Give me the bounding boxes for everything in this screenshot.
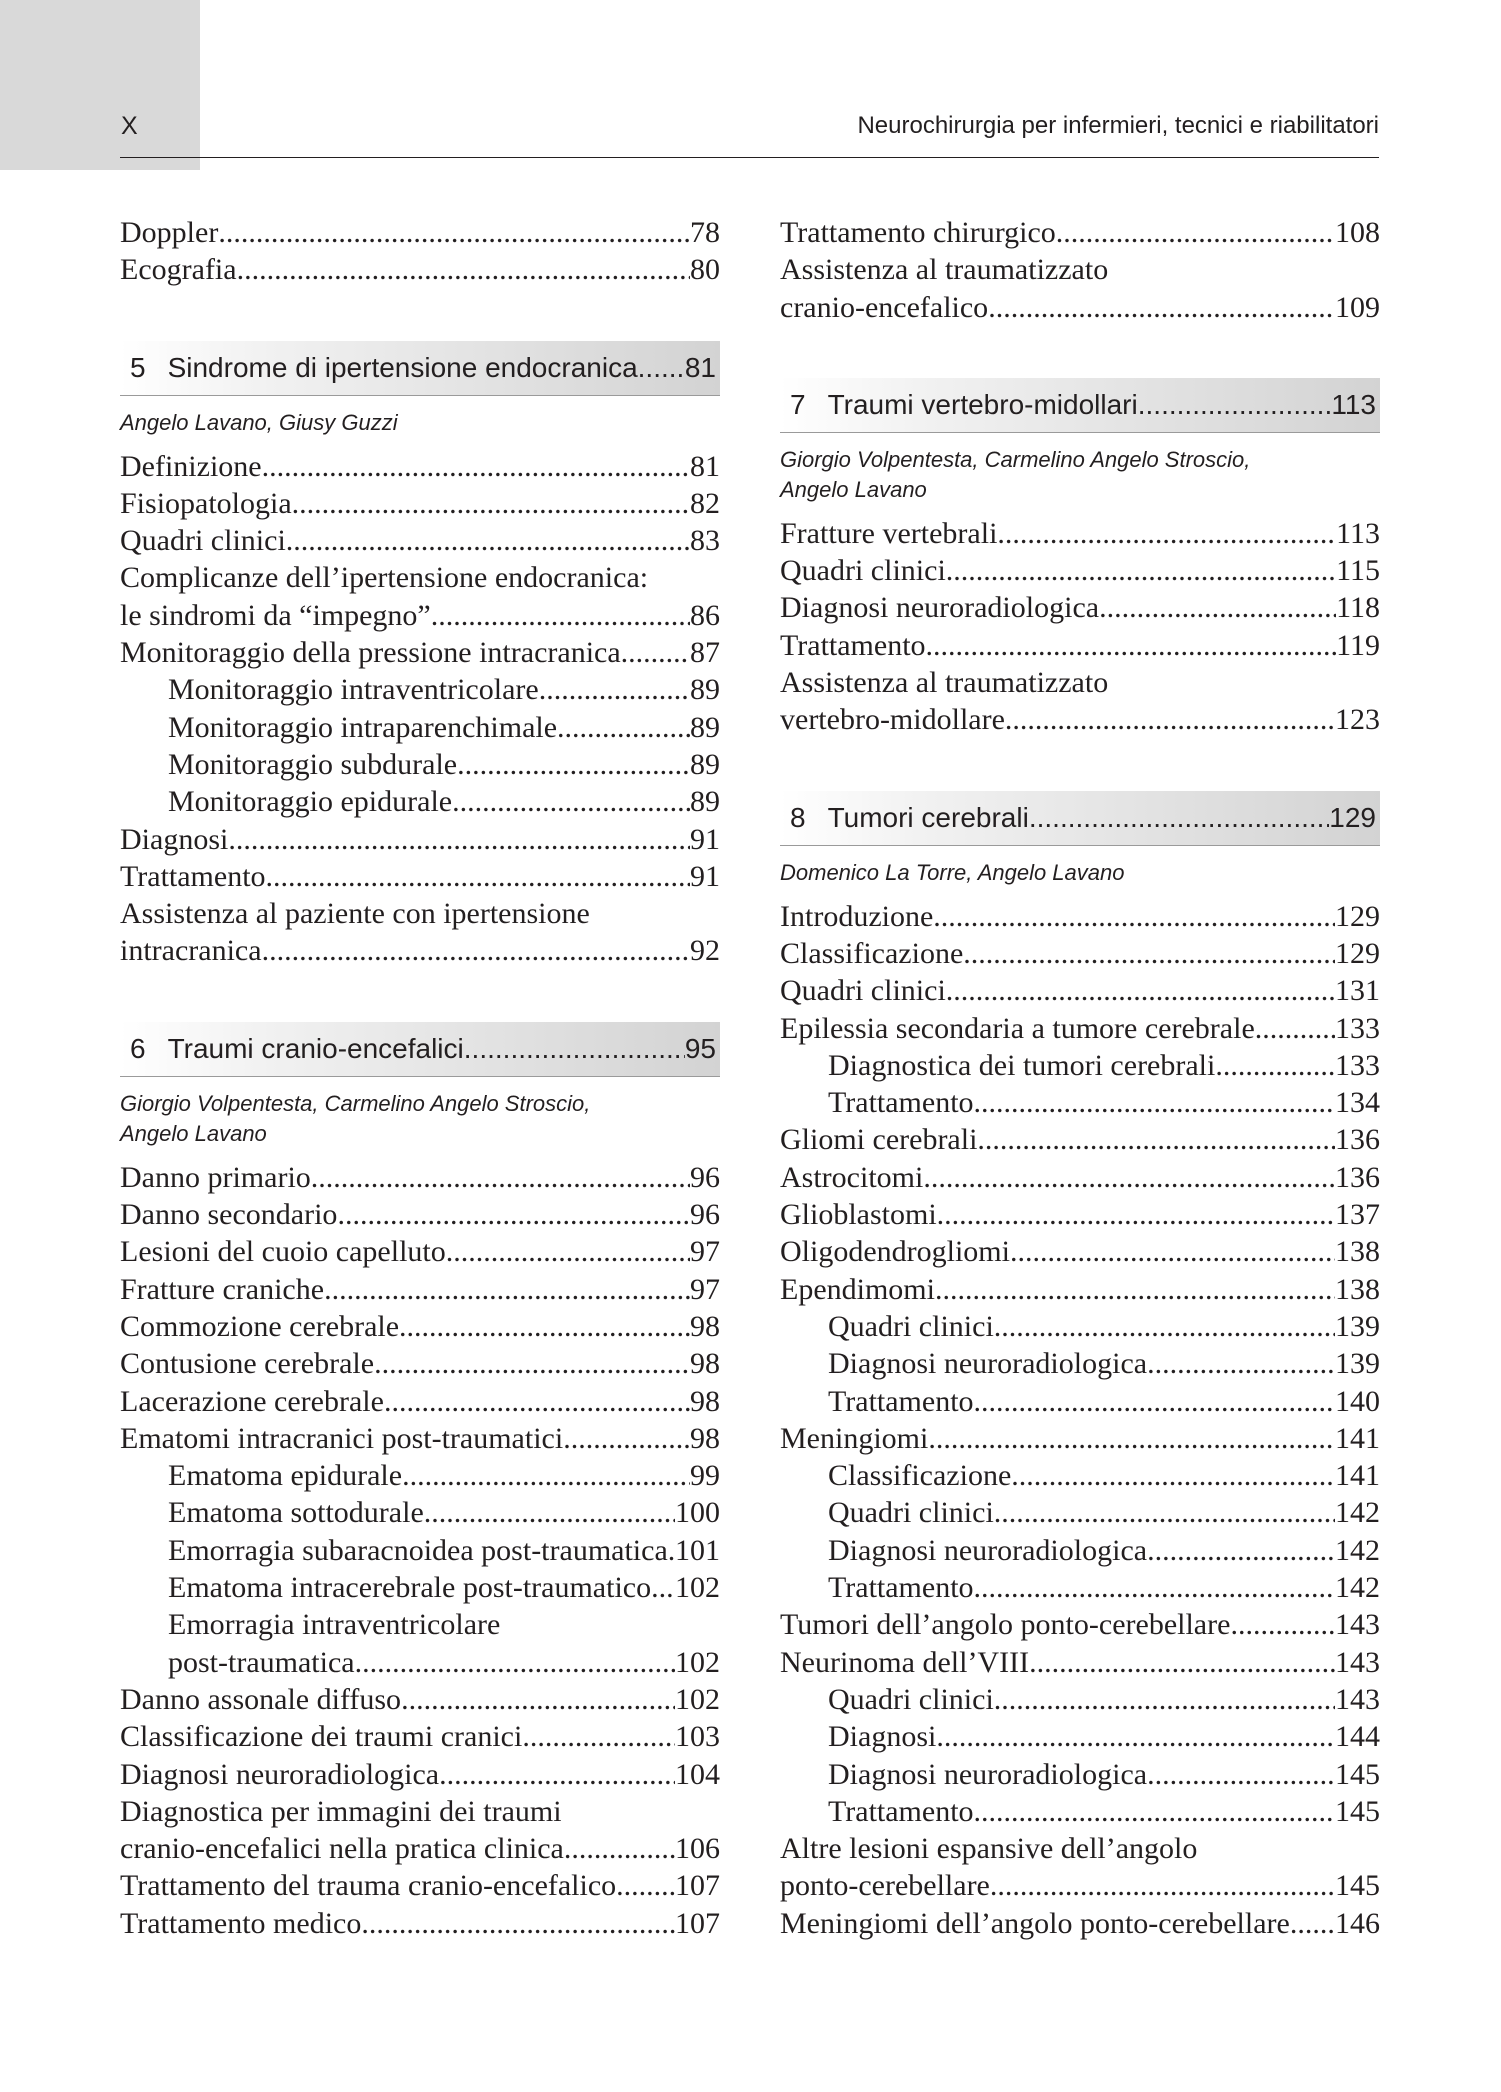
toc-left-column — [120, 214, 720, 1942]
toc-subentry[interactable]: Classificazione ..... 141 — [780, 1457, 1380, 1494]
header-rule — [120, 157, 1379, 158]
toc-entry[interactable]: Neurinoma dell’VIII ..... 143 — [780, 1644, 1380, 1681]
toc-entry[interactable]: Definizione ..... 81 — [120, 448, 720, 485]
toc-subentry[interactable]: Quadri clinici ..... 142 — [780, 1494, 1380, 1531]
toc-subentry[interactable]: Emorragia subaracnoidea post-traumatica ..... 101 — [120, 1532, 720, 1569]
toc-entry[interactable]: Monitoraggio della pressione intracranica ..... 87 — [120, 634, 720, 671]
toc-entry[interactable]: Danno secondario ..... 96 — [120, 1196, 720, 1233]
toc-entry-line[interactable]: Assistenza al paziente con ipertensione — [120, 897, 590, 931]
chapter-heading[interactable]: 8 Tumori cerebrali ..... 129 — [780, 791, 1380, 846]
chapter-authors-line: Angelo Lavano — [120, 1120, 267, 1146]
toc-entry[interactable]: Trattamento del trauma cranio-encefalico ..... 107 — [120, 1867, 720, 1904]
chapter-authors-line: Giorgio Volpentesta, Carmelino Angelo Stroscio, — [120, 1090, 591, 1116]
toc-entry[interactable]: le sindromi da “impegno” ..... 86 — [120, 597, 720, 634]
toc-entry[interactable]: Danno assonale diffuso ..... 102 — [120, 1681, 720, 1718]
toc-entry[interactable]: Diagnosi neuroradiologica ..... 118 — [780, 589, 1380, 626]
toc-entry[interactable]: Oligodendrogliomi ..... 138 — [780, 1233, 1380, 1270]
toc-entry[interactable]: Introduzione ..... 129 — [780, 898, 1380, 935]
toc-subentry[interactable]: Trattamento ..... 140 — [780, 1383, 1380, 1420]
toc-right-column — [780, 214, 1380, 1942]
chapter-authors — [120, 1089, 720, 1149]
toc-entry[interactable]: Quadri clinici ..... 83 — [120, 522, 720, 559]
toc-entry[interactable]: cranio-encefalico ..... 109 — [780, 289, 1380, 326]
toc-entry-line[interactable]: Altre lesioni espansive dell’angolo — [780, 1832, 1198, 1866]
toc-subentry[interactable]: post-traumatica ..... 102 — [120, 1644, 720, 1681]
toc-entry[interactable]: Meningiomi ..... 141 — [780, 1420, 1380, 1457]
toc-subentry[interactable]: Ematoma intracerebrale post-traumatico ..... 102 — [120, 1569, 720, 1606]
running-header-title: Neurochirurgia per infermieri, tecnici e riabilitatori — [857, 112, 1379, 139]
chapter-authors: Angelo Lavano, Giusy Guzzi — [120, 409, 398, 435]
toc-entry-line[interactable]: Assistenza al traumatizzato — [780, 666, 1109, 700]
toc-entry[interactable]: Diagnosi ..... 91 — [120, 821, 720, 858]
toc-entry[interactable]: Trattamento ..... 91 — [120, 858, 720, 895]
toc-entry-line[interactable]: Complicanze dell’ipertensione endocranica: — [120, 561, 649, 595]
toc-entry-line[interactable]: Diagnostica per immagini dei traumi — [120, 1794, 562, 1828]
toc-entry[interactable]: intracranica ..... 92 — [120, 932, 720, 969]
chapter-8 — [780, 791, 1380, 1942]
toc-entry[interactable]: Classificazione dei traumi cranici ..... 103 — [120, 1718, 720, 1755]
toc-entry[interactable]: Classificazione ..... 129 — [780, 935, 1380, 972]
toc-entry[interactable]: Gliomi cerebrali ..... 136 — [780, 1121, 1380, 1158]
toc-entry[interactable]: Lesioni del cuoio capelluto ..... 97 — [120, 1233, 720, 1270]
toc-entry[interactable]: Glioblastomi ..... 137 — [780, 1196, 1380, 1233]
toc-entry[interactable]: cranio-encefalici nella pratica clinica ..... 106 — [120, 1830, 720, 1867]
toc-entry[interactable]: Astrocitomi ..... 136 — [780, 1159, 1380, 1196]
chapter-authors: Domenico La Torre, Angelo Lavano — [780, 859, 1125, 885]
toc-entry[interactable]: Diagnosi neuroradiologica ..... 104 — [120, 1756, 720, 1793]
toc-subentry[interactable]: Monitoraggio subdurale ..... 89 — [120, 746, 720, 783]
toc-entry[interactable]: Trattamento ..... 119 — [780, 627, 1380, 664]
chapter-7 — [780, 378, 1380, 739]
toc-subentry[interactable]: Monitoraggio epidurale ..... 89 — [120, 783, 720, 820]
chapter-5 — [120, 341, 720, 970]
toc-entry[interactable]: Quadri clinici ..... 131 — [780, 972, 1380, 1009]
toc-entry[interactable]: Epilessia secondaria a tumore cerebrale ..... 133 — [780, 1010, 1380, 1047]
toc-entry[interactable]: Doppler ..... 78 — [120, 214, 720, 251]
chapter-heading[interactable]: 7 Traumi vertebro-midollari ..... 113 — [780, 378, 1380, 433]
toc-entry-line[interactable]: Assistenza al traumatizzato — [780, 253, 1109, 287]
toc-subentry[interactable]: Monitoraggio intraparenchimale ..... 89 — [120, 709, 720, 746]
toc-subentry[interactable]: Diagnostica dei tumori cerebrali ..... 133 — [780, 1047, 1380, 1084]
page-number: X — [121, 112, 138, 140]
chapter-authors-line: Giorgio Volpentesta, Carmelino Angelo Stroscio, — [780, 446, 1251, 472]
toc-entry[interactable]: Ependimomi ..... 138 — [780, 1271, 1380, 1308]
toc-subentry[interactable]: Quadri clinici ..... 139 — [780, 1308, 1380, 1345]
toc-entry[interactable]: Fratture craniche ..... 97 — [120, 1271, 720, 1308]
toc-entry[interactable]: Tumori dell’angolo ponto-cerebellare ..... 143 — [780, 1606, 1380, 1643]
toc-entry[interactable]: Ecografia ..... 80 — [120, 251, 720, 288]
toc-subentry[interactable]: Diagnosi ..... 144 — [780, 1718, 1380, 1755]
chapter-authors-line: Angelo Lavano — [780, 476, 927, 502]
chapter-authors — [780, 445, 1380, 505]
toc-entry[interactable]: Lacerazione cerebrale ..... 98 — [120, 1383, 720, 1420]
toc-entry[interactable]: Meningiomi dell’angolo ponto-cerebellare ..... 146 — [780, 1905, 1380, 1942]
toc-entry[interactable]: Commozione cerebrale ..... 98 — [120, 1308, 720, 1345]
corner-tab — [0, 0, 200, 170]
toc-entry[interactable]: Quadri clinici ..... 115 — [780, 552, 1380, 589]
toc-subentry[interactable]: Diagnosi neuroradiologica ..... 142 — [780, 1532, 1380, 1569]
toc-entry[interactable]: Trattamento chirurgico ..... 108 — [780, 214, 1380, 251]
toc-entry[interactable]: vertebro-midollare ..... 123 — [780, 701, 1380, 738]
toc-subentry[interactable]: Trattamento ..... 134 — [780, 1084, 1380, 1121]
toc-subentry[interactable]: Trattamento ..... 142 — [780, 1569, 1380, 1606]
toc-entry[interactable]: Fratture vertebrali ..... 113 — [780, 515, 1380, 552]
chapter-heading[interactable]: 5 Sindrome di ipertensione endocranica ..... 81 — [120, 341, 720, 396]
toc-entry[interactable]: Contusione cerebrale ..... 98 — [120, 1345, 720, 1382]
toc-entry[interactable]: Fisiopatologia ..... 82 — [120, 485, 720, 522]
chapter-heading[interactable]: 6 Traumi cranio-encefalici ..... 95 — [120, 1022, 720, 1077]
toc-subentry-line[interactable]: Emorragia intraventricolare — [168, 1608, 501, 1642]
toc-subentry[interactable]: Monitoraggio intraventricolare ..... 89 — [120, 671, 720, 708]
toc-entry[interactable]: Trattamento medico ..... 107 — [120, 1905, 720, 1942]
toc-entry[interactable]: Danno primario ..... 96 — [120, 1159, 720, 1196]
toc-subentry[interactable]: Ematoma epidurale ..... 99 — [120, 1457, 720, 1494]
toc-entry[interactable]: ponto-cerebellare ..... 145 — [780, 1867, 1380, 1904]
toc-subentry[interactable]: Diagnosi neuroradiologica ..... 139 — [780, 1345, 1380, 1382]
chapter-6 — [120, 1022, 720, 1942]
toc-entry[interactable]: Ematomi intracranici post-traumatici ..... 98 — [120, 1420, 720, 1457]
toc-subentry[interactable]: Diagnosi neuroradiologica ..... 145 — [780, 1756, 1380, 1793]
toc-subentry[interactable]: Ematoma sottodurale ..... 100 — [120, 1494, 720, 1531]
toc-subentry[interactable]: Trattamento ..... 145 — [780, 1793, 1380, 1830]
toc-subentry[interactable]: Quadri clinici ..... 143 — [780, 1681, 1380, 1718]
